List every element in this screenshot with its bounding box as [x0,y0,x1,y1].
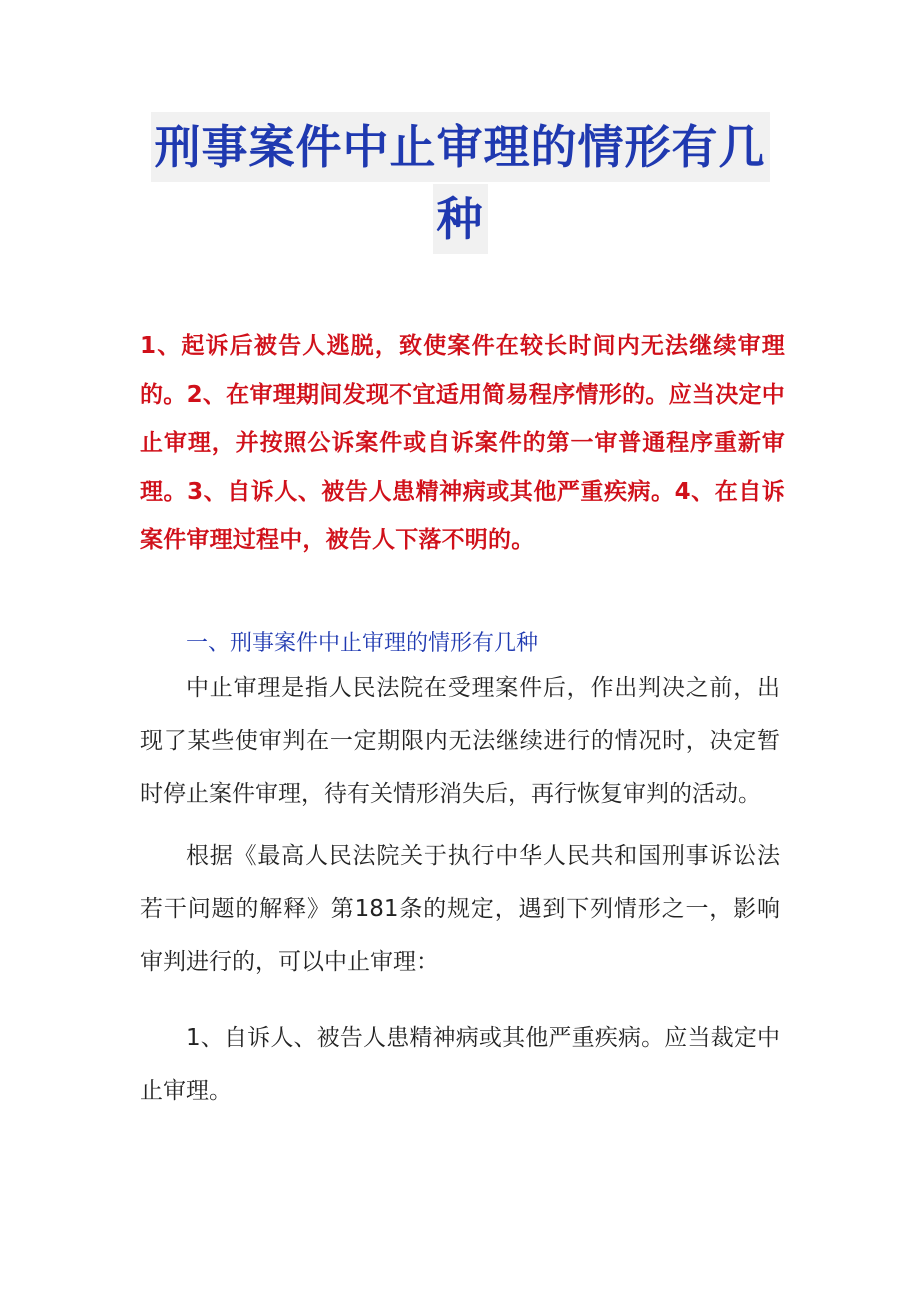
summary-paragraph: 1、起诉后被告人逃脱，致使案件在较长时间内无法继续审理的。2、在审理期间发现不宜适用简易程序情形的。应当决定中止审理，并按照公诉案件或自诉案件的第一审普通程序重新审理。3、自诉人、被告人患精神病或其他严重疾病。4、在自诉案件审理过程中，被告人下落不明的。 [140,333,785,553]
title-line-1: 刑事案件中止审理的情形有几 [151,112,770,182]
body-paragraph-2: 根据《最高人民法院关于执行中华人民共和国刑事诉讼法若干问题的解释》第181条的规定，遇到下列情形之一，影响审判进行的，可以中止审理： [140,843,780,975]
document-title [150,112,770,254]
title-line-2: 种 [433,184,488,254]
section-heading: 一、刑事案件中止审理的情形有几种 [186,631,539,656]
body-paragraph-3: 1、自诉人、被告人患精神病或其他严重疾病。应当裁定中止审理。 [140,1025,780,1104]
body-paragraph-1: 中止审理是指人民法院在受理案件后，作出判决之前，出现了某些使审判在一定期限内无法继续进行的情况时，决定暂时停止案件审理，待有关情形消失后，再行恢复审判的活动。 [140,675,780,807]
